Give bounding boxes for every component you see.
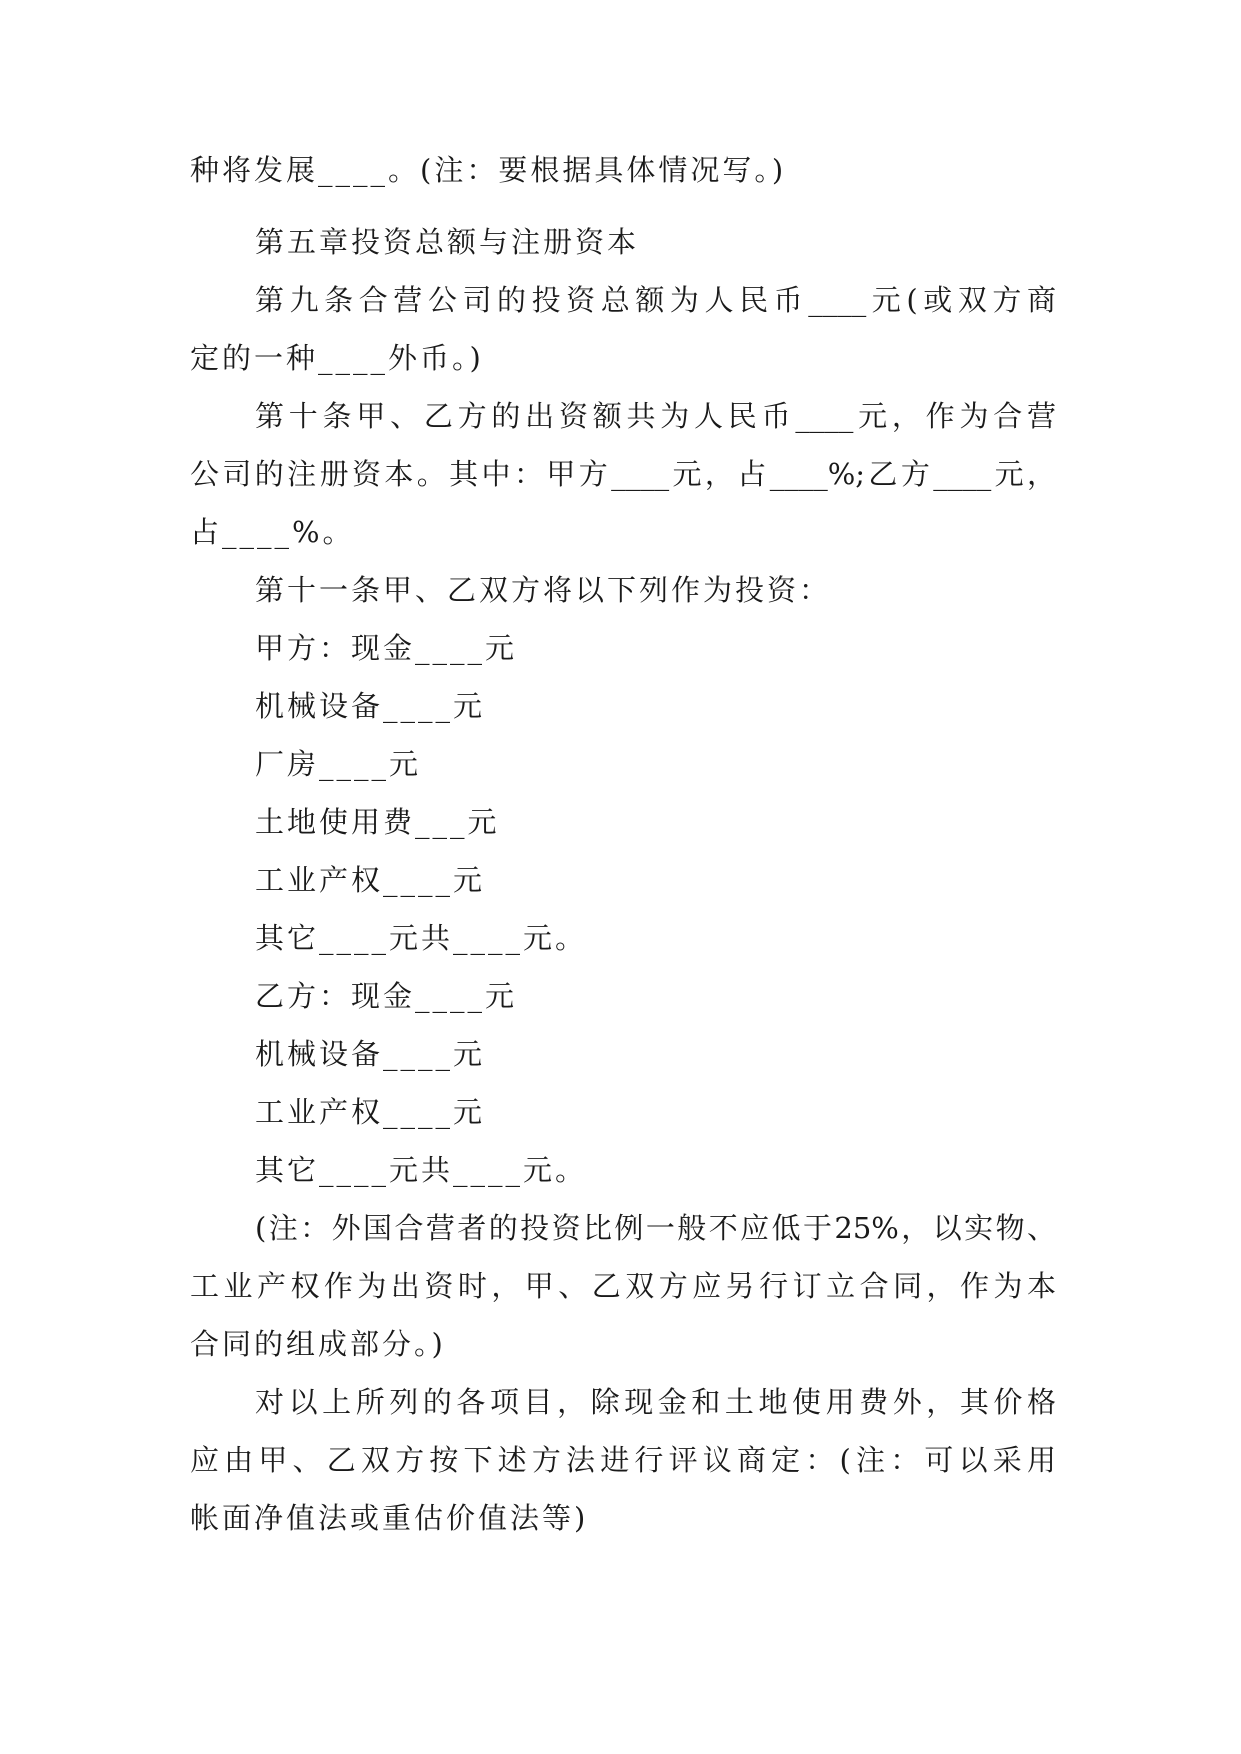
- text-line-continuation: 种将发展____。(注：要根据具体情况写。): [190, 153, 787, 187]
- article-9-line-2: 定的一种____外币。): [190, 341, 484, 375]
- valuation-line-3: 帐面净值法或重估价值法等): [190, 1501, 589, 1535]
- chapter-heading: 第五章投资总额与注册资本: [255, 225, 640, 259]
- party-a-land-use-fee: 土地使用费___元: [255, 805, 500, 839]
- party-b-machinery: 机械设备____元: [255, 1037, 486, 1071]
- note-line-1: (注：外国合营者的投资比例一般不应低于25%，以实物、: [255, 1211, 1056, 1245]
- party-a-factory: 厂房____元: [255, 747, 422, 781]
- article-11-heading: 第十一条甲、乙双方将以下列作为投资：: [255, 573, 832, 607]
- party-b-other-total: 其它____元共____元。: [255, 1153, 588, 1187]
- party-b-industrial-property: 工业产权____元: [255, 1095, 486, 1129]
- valuation-line-2: 应由甲、乙双方按下述方法进行评议商定：(注：可以采用: [190, 1443, 1056, 1477]
- note-line-2: 工业产权作为出资时，甲、乙双方应另行订立合同，作为本: [190, 1269, 1056, 1303]
- party-a-cash: 甲方：现金____元: [255, 631, 518, 665]
- party-a-machinery: 机械设备____元: [255, 689, 486, 723]
- party-a-industrial-property: 工业产权____元: [255, 863, 486, 897]
- party-a-other-total: 其它____元共____元。: [255, 921, 588, 955]
- valuation-line-1: 对以上所列的各项目，除现金和土地使用费外，其价格: [255, 1385, 1056, 1419]
- article-10-line-3: 占____%。: [190, 515, 355, 549]
- article-9-line-1: 第九条合营公司的投资总额为人民币____元(或双方商: [255, 283, 1056, 317]
- note-line-3: 合同的组成部分。): [190, 1327, 446, 1361]
- article-10-line-1: 第十条甲、乙方的出资额共为人民币____元，作为合营: [255, 399, 1056, 433]
- article-10-line-2: 公司的注册资本。其中：甲方____元，占____%;乙方____元，: [190, 457, 1056, 491]
- party-b-cash: 乙方：现金____元: [255, 979, 518, 1013]
